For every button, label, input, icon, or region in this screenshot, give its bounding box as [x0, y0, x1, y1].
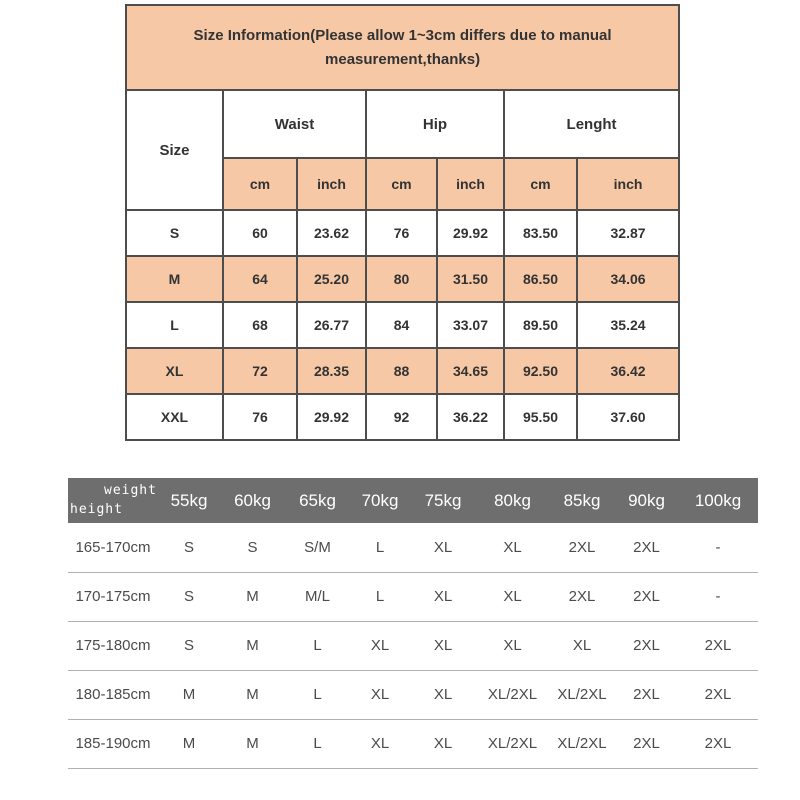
height-range-cell: 185-190cm: [68, 719, 158, 768]
measurement-cell: 34.06: [577, 256, 679, 302]
recommended-size-cell: S: [220, 523, 285, 572]
unit-header-inch: inch: [577, 158, 679, 210]
fit-table-body: [68, 523, 758, 768]
recommended-size-cell: -: [678, 523, 758, 572]
measurement-cell: 89.50: [504, 302, 577, 348]
measurement-cell: 33.07: [437, 302, 504, 348]
recommended-size-cell: XL: [410, 523, 476, 572]
recommended-size-cell: M: [158, 719, 220, 768]
recommended-size-cell: S: [158, 621, 220, 670]
recommended-size-cell: L: [285, 670, 350, 719]
recommended-size-cell: XL: [410, 670, 476, 719]
recommended-size-cell: M: [158, 670, 220, 719]
size-measurement-table: [125, 4, 680, 441]
weight-column-header: 75kg: [410, 478, 476, 523]
measurement-cell: 29.92: [437, 210, 504, 256]
recommended-size-cell: XL: [476, 621, 549, 670]
weight-column-header: 80kg: [476, 478, 549, 523]
recommended-size-cell: 2XL: [678, 621, 758, 670]
recommended-size-cell: XL/2XL: [476, 719, 549, 768]
size-table-row: [126, 394, 679, 440]
recommended-size-cell: M/L: [285, 572, 350, 621]
measurement-cell: 28.35: [297, 348, 366, 394]
recommended-size-cell: -: [678, 572, 758, 621]
recommended-size-cell: XL: [410, 719, 476, 768]
measurement-cell: 26.77: [297, 302, 366, 348]
measurement-cell: 88: [366, 348, 437, 394]
measurement-cell: 64: [223, 256, 297, 302]
size-table-body: [126, 210, 679, 440]
height-range-cell: 180-185cm: [68, 670, 158, 719]
fit-table-row: [68, 523, 758, 572]
measurement-cell: 23.62: [297, 210, 366, 256]
weight-column-header: 90kg: [615, 478, 678, 523]
measurement-cell: 76: [223, 394, 297, 440]
size-table-row: [126, 256, 679, 302]
recommended-size-cell: L: [350, 572, 410, 621]
size-label-cell: M: [126, 256, 223, 302]
recommended-size-cell: XL: [350, 621, 410, 670]
measurement-cell: 84: [366, 302, 437, 348]
measurement-cell: 83.50: [504, 210, 577, 256]
measurement-cell: 92: [366, 394, 437, 440]
weight-column-header: 60kg: [220, 478, 285, 523]
height-range-cell: 170-175cm: [68, 572, 158, 621]
height-axis-label: height: [70, 502, 123, 517]
recommended-size-cell: 2XL: [615, 670, 678, 719]
size-label-cell: S: [126, 210, 223, 256]
weight-column-header: 65kg: [285, 478, 350, 523]
measurement-cell: 80: [366, 256, 437, 302]
recommended-size-cell: M: [220, 621, 285, 670]
height-weight-table: [68, 478, 758, 769]
recommended-size-cell: 2XL: [678, 719, 758, 768]
recommended-size-cell: XL/2XL: [549, 719, 615, 768]
measurement-cell: 31.50: [437, 256, 504, 302]
recommended-size-cell: M: [220, 572, 285, 621]
recommended-size-cell: XL: [476, 572, 549, 621]
size-column-header: Size: [126, 90, 223, 210]
measurement-cell: 29.92: [297, 394, 366, 440]
recommended-size-cell: 2XL: [549, 572, 615, 621]
weight-axis-label: weight: [104, 483, 157, 498]
size-label-cell: L: [126, 302, 223, 348]
measurement-cell: 68: [223, 302, 297, 348]
size-label-cell: XL: [126, 348, 223, 394]
measurement-cell: 92.50: [504, 348, 577, 394]
unit-header-inch: inch: [297, 158, 366, 210]
weight-column-header: 85kg: [549, 478, 615, 523]
measurement-cell: 32.87: [577, 210, 679, 256]
size-table-row: [126, 348, 679, 394]
size-table-row: [126, 210, 679, 256]
recommended-size-cell: S: [158, 523, 220, 572]
height-range-cell: 175-180cm: [68, 621, 158, 670]
weight-header-row: [68, 478, 758, 523]
measurement-cell: 72: [223, 348, 297, 394]
recommended-size-cell: XL: [410, 572, 476, 621]
fit-table-row: [68, 670, 758, 719]
size-table-row: [126, 302, 679, 348]
measurement-cell: 37.60: [577, 394, 679, 440]
measurement-cell: 36.22: [437, 394, 504, 440]
fit-table-row: [68, 572, 758, 621]
group-header-row: [126, 90, 679, 158]
recommended-size-cell: 2XL: [615, 523, 678, 572]
fit-table-row: [68, 621, 758, 670]
weight-column-header: 100kg: [678, 478, 758, 523]
measurement-cell: 36.42: [577, 348, 679, 394]
weight-column-header: 70kg: [350, 478, 410, 523]
unit-header-inch: inch: [437, 158, 504, 210]
recommended-size-cell: 2XL: [615, 621, 678, 670]
recommended-size-cell: M: [220, 719, 285, 768]
fit-table-row: [68, 719, 758, 768]
recommended-size-cell: 2XL: [615, 572, 678, 621]
recommended-size-cell: 2XL: [615, 719, 678, 768]
recommended-size-cell: L: [350, 523, 410, 572]
recommended-size-cell: L: [285, 621, 350, 670]
recommended-size-cell: XL: [350, 670, 410, 719]
recommended-size-cell: XL: [350, 719, 410, 768]
recommended-size-cell: S: [158, 572, 220, 621]
unit-header-cm: cm: [223, 158, 297, 210]
recommended-size-cell: S/M: [285, 523, 350, 572]
recommended-size-cell: L: [285, 719, 350, 768]
title-row: [126, 5, 679, 90]
hip-column-header: Hip: [366, 90, 504, 158]
weight-column-header: 55kg: [158, 478, 220, 523]
recommended-size-cell: XL: [476, 523, 549, 572]
size-label-cell: XXL: [126, 394, 223, 440]
recommended-size-cell: XL/2XL: [549, 670, 615, 719]
recommended-size-cell: XL/2XL: [476, 670, 549, 719]
recommended-size-cell: 2XL: [549, 523, 615, 572]
measurement-cell: 60: [223, 210, 297, 256]
height-range-cell: 165-170cm: [68, 523, 158, 572]
measurement-cell: 35.24: [577, 302, 679, 348]
recommended-size-cell: M: [220, 670, 285, 719]
measurement-cell: 25.20: [297, 256, 366, 302]
recommended-size-cell: 2XL: [678, 670, 758, 719]
unit-header-cm: cm: [366, 158, 437, 210]
measurement-cell: 86.50: [504, 256, 577, 302]
recommended-size-cell: XL: [410, 621, 476, 670]
recommended-size-cell: XL: [549, 621, 615, 670]
length-column-header: Lenght: [504, 90, 679, 158]
measurement-cell: 34.65: [437, 348, 504, 394]
size-chart-title: Size Information(Please allow 1~3cm differs due to manual measurement,thanks): [126, 5, 679, 90]
weight-height-corner-cell: [68, 478, 158, 523]
unit-header-cm: cm: [504, 158, 577, 210]
measurement-cell: 76: [366, 210, 437, 256]
waist-column-header: Waist: [223, 90, 366, 158]
measurement-cell: 95.50: [504, 394, 577, 440]
